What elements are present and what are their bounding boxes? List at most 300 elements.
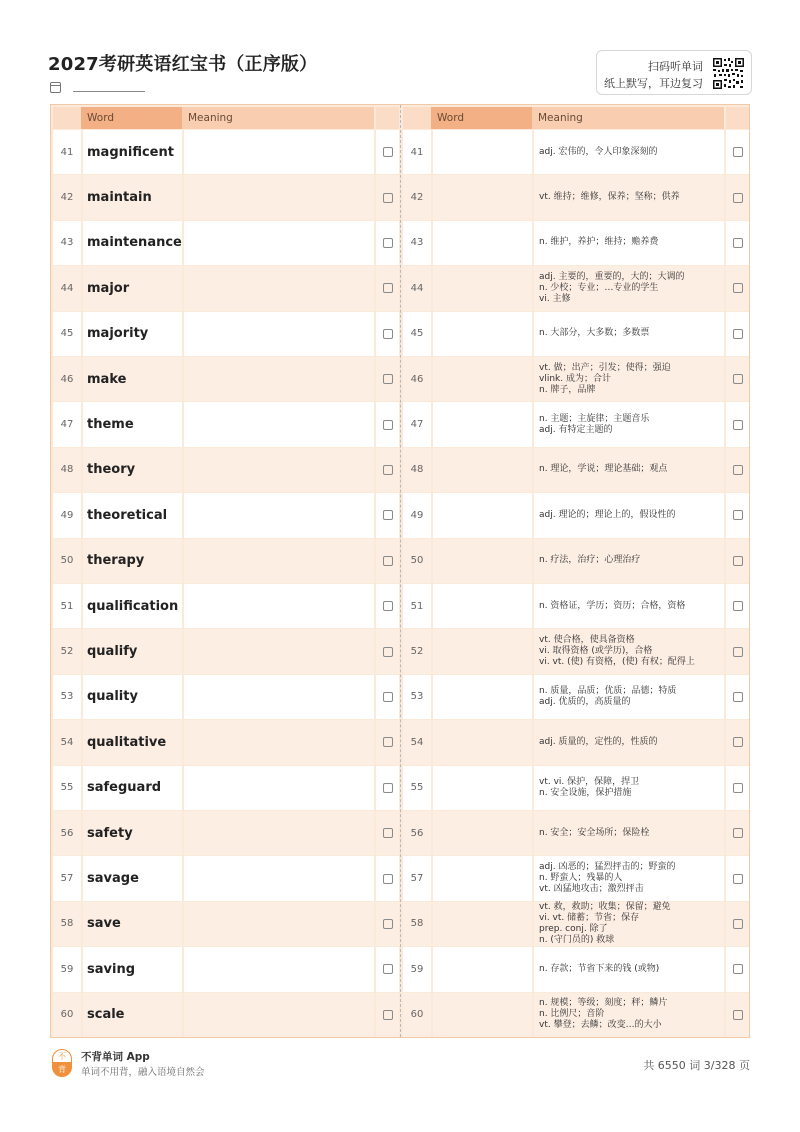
checkbox-icon[interactable] — [383, 692, 393, 702]
row-number: 42 — [403, 175, 431, 219]
row-number: 45 — [403, 312, 431, 356]
check-cell — [376, 175, 399, 219]
checkbox-icon[interactable] — [383, 193, 393, 203]
meaning-line: n. 少校；专业；…专业的学生 — [539, 282, 659, 293]
check-cell — [376, 402, 399, 446]
check-cell — [726, 357, 749, 401]
meaning-cell — [534, 357, 724, 401]
checkbox-icon[interactable] — [733, 601, 743, 611]
meaning-line: adj. 优质的，高质量的 — [539, 696, 631, 707]
row-number: 55 — [403, 766, 431, 810]
promo-line-1: 扫码听单词 — [648, 60, 703, 73]
meaning-blank-cell — [184, 993, 374, 1037]
row-number: 41 — [403, 130, 431, 174]
meaning-blank-cell — [184, 947, 374, 991]
meaning-blank-cell — [184, 584, 374, 628]
table-row — [53, 856, 399, 901]
word-blank-cell — [433, 357, 532, 401]
meaning-cell — [534, 766, 724, 810]
meaning-blank-cell — [184, 402, 374, 446]
check-cell — [376, 357, 399, 401]
vocab-board — [50, 104, 750, 1038]
row-number: 45 — [53, 312, 81, 356]
meaning-line: vt. 救，救助；收集；保留；避免 — [539, 901, 671, 912]
checkbox-icon[interactable] — [733, 783, 743, 793]
row-number: 44 — [403, 266, 431, 310]
checkbox-icon[interactable] — [733, 420, 743, 430]
meaning-blank-cell — [184, 266, 374, 310]
meaning-cell — [534, 448, 724, 492]
table-row — [403, 811, 749, 856]
check-cell — [726, 675, 749, 719]
table-row — [403, 856, 749, 901]
checkbox-icon[interactable] — [383, 1010, 393, 1020]
word-blank-cell — [433, 130, 532, 174]
meaning-line: n. 主题；主旋律；主题音乐 — [539, 413, 650, 424]
table-row — [53, 357, 399, 402]
words-column — [53, 105, 399, 1037]
meaning-cell — [534, 902, 724, 946]
header-word: Word — [431, 107, 532, 129]
table-row — [403, 584, 749, 629]
row-number: 50 — [53, 539, 81, 583]
row-number: 50 — [403, 539, 431, 583]
calendar-icon — [50, 82, 61, 93]
word-blank-cell — [433, 584, 532, 628]
meaning-cell — [534, 811, 724, 855]
row-number: 58 — [403, 902, 431, 946]
table-row — [403, 993, 749, 1038]
meaning-blank-cell — [184, 312, 374, 356]
check-cell — [376, 221, 399, 265]
row-number: 57 — [403, 856, 431, 900]
word-blank-cell — [433, 312, 532, 356]
row-number: 46 — [403, 357, 431, 401]
table-row — [53, 130, 399, 175]
check-cell — [376, 993, 399, 1037]
table-row — [53, 312, 399, 357]
check-cell — [726, 584, 749, 628]
word-cell: qualify — [83, 629, 182, 673]
meaning-line: n. 牌子，品牌 — [539, 384, 596, 395]
row-number: 53 — [53, 675, 81, 719]
row-number: 54 — [403, 720, 431, 764]
meaning-line: adj. 有特定主题的 — [539, 424, 613, 435]
meaning-cell — [534, 856, 724, 900]
checkbox-icon[interactable] — [383, 238, 393, 248]
word-blank-cell — [433, 720, 532, 764]
page-title: 2027考研英语红宝书（正序版） — [48, 54, 318, 75]
check-cell — [376, 902, 399, 946]
checkbox-icon[interactable] — [383, 374, 393, 384]
table-row — [53, 766, 399, 811]
word-cell: theory — [83, 448, 182, 492]
checkbox-icon[interactable] — [383, 420, 393, 430]
word-blank-cell — [433, 402, 532, 446]
meaning-blank-cell — [184, 357, 374, 401]
header-word: Word — [81, 107, 182, 129]
row-number: 59 — [53, 947, 81, 991]
meaning-cell — [534, 175, 724, 219]
header-meaning: Meaning — [182, 107, 374, 129]
meaning-line: adj. 凶恶的；猛烈抨击的；野蛮的 — [539, 862, 676, 873]
word-blank-cell — [433, 493, 532, 537]
app-logo-icon — [52, 1049, 72, 1077]
meaning-line: vi. 取得资格 (或学历)，合格 — [539, 646, 653, 657]
meaning-blank-cell — [184, 629, 374, 673]
check-cell — [376, 856, 399, 900]
meaning-blank-cell — [184, 539, 374, 583]
table-row — [403, 947, 749, 992]
checkbox-icon[interactable] — [733, 647, 743, 657]
app-name: 不背单词 App — [81, 1051, 150, 1063]
check-cell — [726, 629, 749, 673]
checkbox-icon[interactable] — [383, 556, 393, 566]
checkbox-icon[interactable] — [733, 692, 743, 702]
meaning-blank-cell — [184, 720, 374, 764]
check-cell — [726, 175, 749, 219]
checkbox-icon[interactable] — [383, 601, 393, 611]
meaning-line: n. 比例尺；音阶 — [539, 1009, 605, 1020]
audio-promo-box — [596, 50, 752, 95]
meaning-line: n. 野蛮人；残暴的人 — [539, 873, 623, 884]
checkbox-icon[interactable] — [383, 329, 393, 339]
meaning-cell — [534, 993, 724, 1037]
meaning-line: n. (守门员的) 救球 — [539, 934, 615, 945]
table-row — [53, 221, 399, 266]
meaning-line: n. 资格证，学历；资历；合格，资格 — [539, 600, 686, 611]
word-cell: theoretical — [83, 493, 182, 537]
table-row — [53, 629, 399, 674]
meaning-line: adj. 理论的；理论上的，假设性的 — [539, 509, 676, 520]
row-number: 56 — [53, 811, 81, 855]
row-number: 43 — [403, 221, 431, 265]
check-cell — [376, 947, 399, 991]
meaning-line: n. 大部分，大多数；多数票 — [539, 328, 650, 339]
table-row — [53, 902, 399, 947]
check-cell — [726, 993, 749, 1037]
row-number: 42 — [53, 175, 81, 219]
table-row — [403, 539, 749, 584]
meaning-cell — [534, 947, 724, 991]
meaning-line: vt. vi. 保护，保障，捍卫 — [539, 776, 640, 787]
row-number: 47 — [403, 402, 431, 446]
check-cell — [376, 584, 399, 628]
meaning-line: n. 质量，品质；优质；品德；特质 — [539, 685, 677, 696]
check-cell — [376, 493, 399, 537]
row-number: 43 — [53, 221, 81, 265]
table-row — [403, 266, 749, 311]
meaning-blank-cell — [184, 856, 374, 900]
word-blank-cell — [433, 811, 532, 855]
word-blank-cell — [433, 766, 532, 810]
meaning-blank-cell — [184, 175, 374, 219]
checkbox-icon[interactable] — [733, 465, 743, 475]
word-blank-cell — [433, 856, 532, 900]
check-cell — [726, 448, 749, 492]
date-blank-line — [73, 82, 145, 92]
checkbox-icon[interactable] — [733, 193, 743, 203]
word-cell: safety — [83, 811, 182, 855]
row-number: 49 — [53, 493, 81, 537]
word-cell: make — [83, 357, 182, 401]
word-blank-cell — [433, 629, 532, 673]
table-row — [403, 221, 749, 266]
row-number: 53 — [403, 675, 431, 719]
word-cell: scale — [83, 993, 182, 1037]
table-row — [53, 448, 399, 493]
meaning-line: n. 理论，学说；理论基础；观点 — [539, 464, 668, 475]
word-cell: qualification — [83, 584, 182, 628]
word-blank-cell — [433, 221, 532, 265]
table-row — [53, 493, 399, 538]
word-cell: theme — [83, 402, 182, 446]
table-row — [53, 993, 399, 1038]
check-cell — [726, 947, 749, 991]
word-cell: safeguard — [83, 766, 182, 810]
table-row — [403, 448, 749, 493]
meaning-line: n. 规模；等级；刻度；秤；鳞片 — [539, 998, 668, 1009]
word-blank-cell — [433, 175, 532, 219]
checkbox-icon[interactable] — [733, 147, 743, 157]
check-cell — [726, 856, 749, 900]
meaning-blank-cell — [184, 811, 374, 855]
word-cell: save — [83, 902, 182, 946]
word-blank-cell — [433, 675, 532, 719]
meaning-line: n. 安全；安全场所；保险栓 — [539, 827, 650, 838]
table-row — [403, 175, 749, 220]
checkbox-icon[interactable] — [383, 919, 393, 929]
date-row — [50, 80, 145, 94]
meaning-line: n. 疗法，治疗；心理治疗 — [539, 555, 641, 566]
check-cell — [376, 811, 399, 855]
meaning-cell — [534, 539, 724, 583]
table-header — [403, 107, 749, 129]
checkbox-icon[interactable] — [733, 283, 743, 293]
row-number: 58 — [53, 902, 81, 946]
word-blank-cell — [433, 902, 532, 946]
table-row — [403, 357, 749, 402]
meaning-cell — [534, 720, 724, 764]
header-meaning: Meaning — [532, 107, 724, 129]
meaning-blank-cell — [184, 493, 374, 537]
meaning-line: vi. vt. (使) 有资格，(使) 有权；配得上 — [539, 657, 695, 668]
check-cell — [726, 312, 749, 356]
word-cell: qualitative — [83, 720, 182, 764]
checkbox-icon[interactable] — [383, 510, 393, 520]
word-blank-cell — [433, 448, 532, 492]
check-cell — [376, 312, 399, 356]
header-num-cell — [403, 107, 431, 129]
row-number: 56 — [403, 811, 431, 855]
meanings-column — [403, 105, 749, 1037]
checkbox-icon[interactable] — [733, 874, 743, 884]
meaning-line: n. 安全设施，保护措施 — [539, 787, 632, 798]
check-cell — [376, 448, 399, 492]
checkbox-icon[interactable] — [733, 919, 743, 929]
meaning-line: vt. 攀登；去鳞；改变…的大小 — [539, 1020, 662, 1031]
word-cell: quality — [83, 675, 182, 719]
row-number: 44 — [53, 266, 81, 310]
row-number: 59 — [403, 947, 431, 991]
word-cell: saving — [83, 947, 182, 991]
row-number: 48 — [403, 448, 431, 492]
table-row — [403, 130, 749, 175]
word-cell: therapy — [83, 539, 182, 583]
meaning-line: prep. conj. 除了 — [539, 923, 608, 934]
row-number: 41 — [53, 130, 81, 174]
header-num-cell — [53, 107, 81, 129]
word-blank-cell — [433, 947, 532, 991]
meaning-line: vt. 维持；维修，保养；坚称；供养 — [539, 192, 680, 203]
row-number: 46 — [53, 357, 81, 401]
table-row — [53, 584, 399, 629]
row-number: 55 — [53, 766, 81, 810]
table-row — [403, 675, 749, 720]
row-number: 48 — [53, 448, 81, 492]
meaning-cell — [534, 584, 724, 628]
check-cell — [726, 811, 749, 855]
checkbox-icon[interactable] — [733, 374, 743, 384]
check-cell — [726, 539, 749, 583]
word-cell: savage — [83, 856, 182, 900]
checkbox-icon[interactable] — [383, 465, 393, 475]
row-number: 52 — [53, 629, 81, 673]
check-cell — [726, 902, 749, 946]
checkbox-icon[interactable] — [733, 964, 743, 974]
checkbox-icon[interactable] — [383, 783, 393, 793]
table-row — [403, 766, 749, 811]
check-cell — [726, 766, 749, 810]
check-cell — [376, 629, 399, 673]
table-row — [403, 402, 749, 447]
table-row — [403, 312, 749, 357]
check-cell — [726, 221, 749, 265]
meaning-line: vt. 使合格，使具备资格 — [539, 635, 635, 646]
meaning-cell — [534, 130, 724, 174]
table-row — [403, 493, 749, 538]
word-blank-cell — [433, 993, 532, 1037]
header-check-cell — [376, 107, 399, 129]
meaning-blank-cell — [184, 448, 374, 492]
header-check-cell — [726, 107, 749, 129]
check-cell — [726, 720, 749, 764]
meaning-blank-cell — [184, 675, 374, 719]
meaning-blank-cell — [184, 902, 374, 946]
check-cell — [376, 766, 399, 810]
table-row — [53, 266, 399, 311]
meaning-blank-cell — [184, 766, 374, 810]
meaning-line: adj. 质量的，定性的，性质的 — [539, 736, 658, 747]
check-cell — [376, 720, 399, 764]
table-row — [53, 811, 399, 856]
word-blank-cell — [433, 539, 532, 583]
table-row — [53, 402, 399, 447]
checkbox-icon[interactable] — [733, 556, 743, 566]
page-info: 共 6550 词 3/328 页 — [643, 1059, 750, 1072]
word-cell: major — [83, 266, 182, 310]
check-cell — [376, 130, 399, 174]
row-number: 60 — [403, 993, 431, 1037]
meaning-line: n. 存款；节省下来的钱 (或物) — [539, 963, 660, 974]
meaning-cell — [534, 493, 724, 537]
meaning-line: vlink. 成为；合计 — [539, 373, 611, 384]
row-number: 47 — [53, 402, 81, 446]
check-cell — [376, 539, 399, 583]
word-cell: maintenance — [83, 221, 182, 265]
table-row — [53, 947, 399, 992]
word-cell: majority — [83, 312, 182, 356]
meaning-blank-cell — [184, 221, 374, 265]
table-row — [403, 902, 749, 947]
meaning-cell — [534, 312, 724, 356]
meaning-cell — [534, 266, 724, 310]
checkbox-icon[interactable] — [733, 510, 743, 520]
app-slogan: 单词不用背，融入语境自然会 — [81, 1067, 205, 1078]
checkbox-icon[interactable] — [383, 874, 393, 884]
checkbox-icon[interactable] — [733, 737, 743, 747]
meaning-line: vi. vt. 储蓄；节省；保存 — [539, 912, 640, 923]
check-cell — [726, 402, 749, 446]
row-number: 60 — [53, 993, 81, 1037]
check-cell — [726, 493, 749, 537]
meaning-line: vi. 主修 — [539, 293, 571, 304]
checkbox-icon[interactable] — [383, 147, 393, 157]
meaning-line: n. 维护，养护；维持；赡养费 — [539, 237, 659, 248]
table-row — [53, 539, 399, 584]
check-cell — [376, 675, 399, 719]
meaning-line: adj. 宏伟的，令人印象深刻的 — [539, 146, 658, 157]
word-cell: maintain — [83, 175, 182, 219]
checkbox-icon[interactable] — [383, 283, 393, 293]
fold-divider — [400, 105, 401, 1037]
check-cell — [726, 130, 749, 174]
meaning-blank-cell — [184, 130, 374, 174]
meaning-line: vt. 做；出产；引发；使得；强迫 — [539, 362, 671, 373]
logo-top: 不 — [52, 1049, 72, 1063]
meaning-line: vt. 凶猛地攻击；激烈抨击 — [539, 884, 644, 895]
meaning-cell — [534, 629, 724, 673]
checkbox-icon[interactable] — [733, 1010, 743, 1020]
row-number: 52 — [403, 629, 431, 673]
checkbox-icon[interactable] — [383, 964, 393, 974]
meaning-cell — [534, 675, 724, 719]
checkbox-icon[interactable] — [383, 737, 393, 747]
table-row — [403, 629, 749, 674]
check-cell — [726, 266, 749, 310]
row-number: 54 — [53, 720, 81, 764]
qr-code-icon[interactable] — [712, 57, 745, 90]
row-number: 51 — [53, 584, 81, 628]
row-number: 57 — [53, 856, 81, 900]
table-row — [53, 175, 399, 220]
meaning-line: adj. 主要的，重要的，大的；大调的 — [539, 271, 685, 282]
word-blank-cell — [433, 266, 532, 310]
promo-line-2: 纸上默写，耳边复习 — [604, 77, 703, 90]
table-row — [53, 675, 399, 720]
row-number: 51 — [403, 584, 431, 628]
row-number: 49 — [403, 493, 431, 537]
meaning-cell — [534, 402, 724, 446]
checkbox-icon[interactable] — [733, 828, 743, 838]
word-cell: magnificent — [83, 130, 182, 174]
table-row — [403, 720, 749, 765]
checkbox-icon[interactable] — [733, 238, 743, 248]
checkbox-icon[interactable] — [733, 329, 743, 339]
checkbox-icon[interactable] — [383, 828, 393, 838]
table-header — [53, 107, 399, 129]
checkbox-icon[interactable] — [383, 647, 393, 657]
